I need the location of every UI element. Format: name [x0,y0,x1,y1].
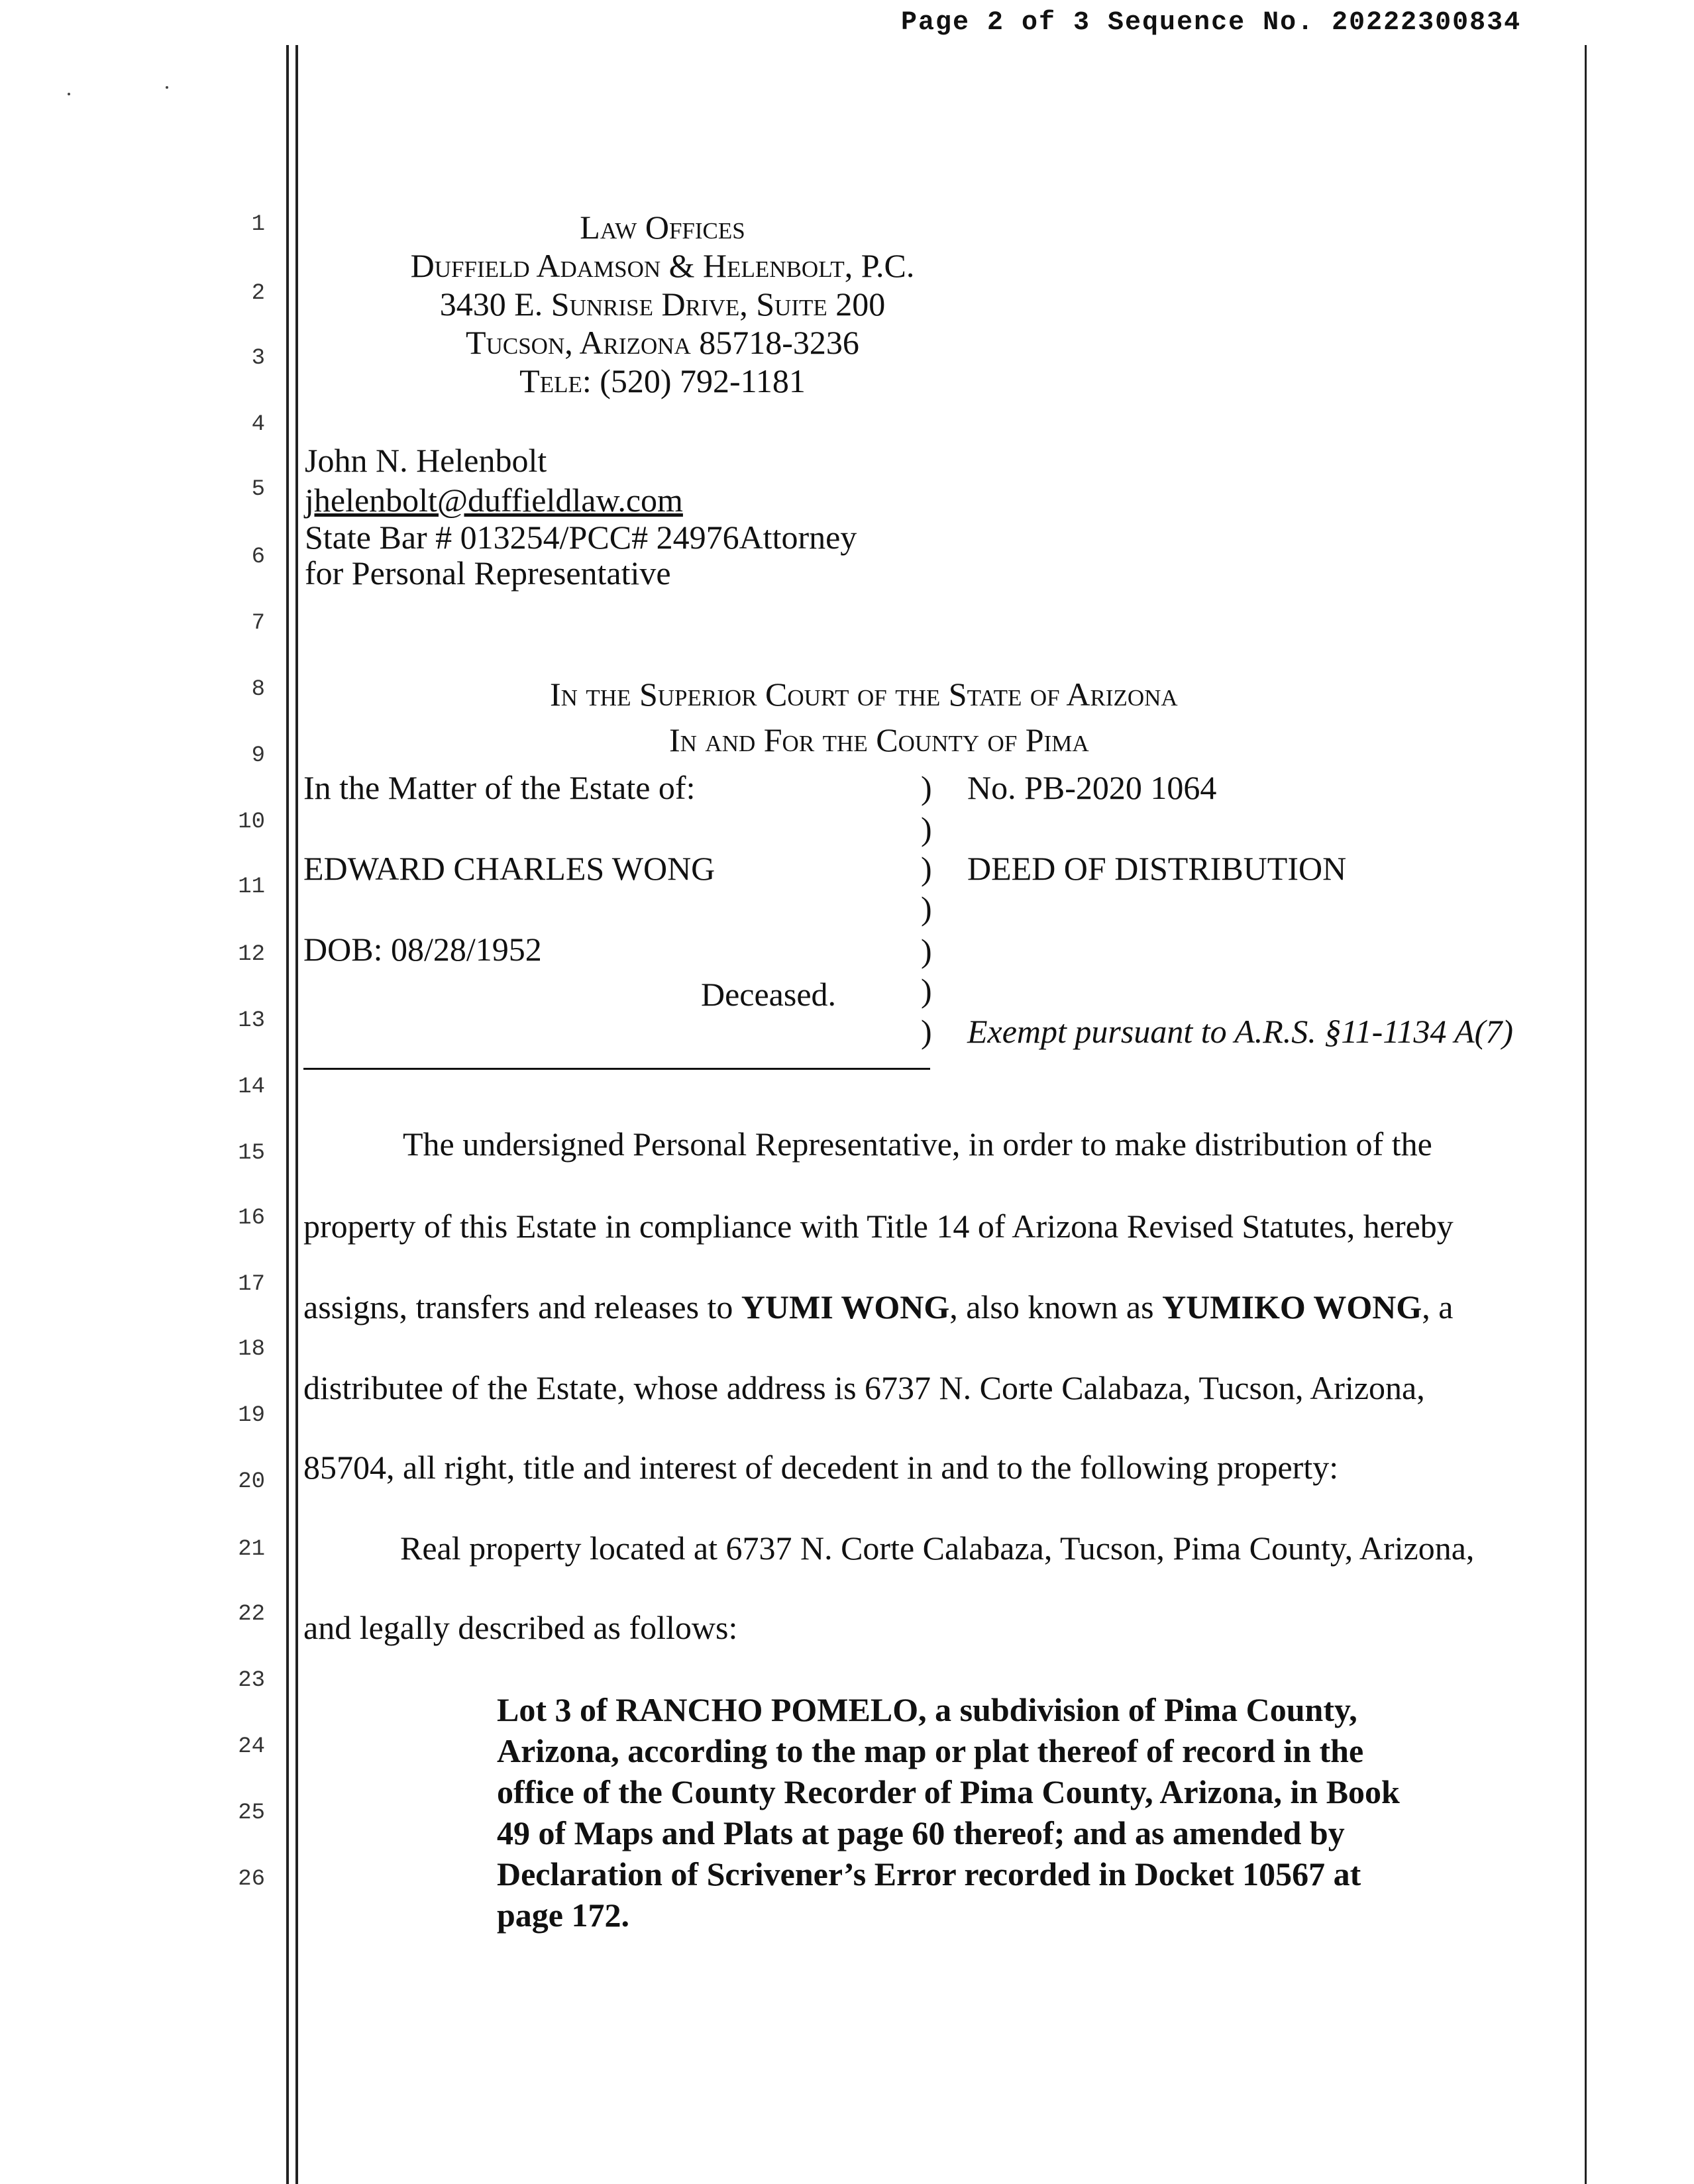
scan-speck [166,86,168,89]
scan-speck [68,93,70,95]
caption-paren: ) [921,932,932,969]
line-number: 25 [238,1800,265,1826]
legal-description-line: Lot 3 of RANCHO POMELO, a subdivision of Pima County, [497,1691,1357,1728]
attorney-email-link[interactable]: jhelenbolt@duffieldlaw.com [305,482,683,519]
line-number: 21 [238,1537,265,1562]
line-number: 16 [238,1206,265,1231]
line-number: 13 [238,1008,265,1033]
body-line: The undersigned Personal Representative, in order to make distribution of the [403,1125,1432,1163]
grantee-name: YUMI WONG [741,1288,950,1326]
body-line: distributee of the Estate, whose address is 6737 N. Corte Calabaza, Tucson, Arizona, [303,1369,1425,1406]
caption-decedent-name: EDWARD CHARLES WONG [303,850,715,887]
grantee-alias: YUMIKO WONG [1162,1288,1422,1326]
firm-name: Duffield Adamson & Helenbolt, P.C. [410,247,915,284]
caption-paren: ) [921,1013,932,1050]
line-number: 7 [251,611,265,636]
legal-description-line: office of the County Recorder of Pima County, Arizona, in Book [497,1773,1400,1810]
caption-matter: In the Matter of the Estate of: [303,769,696,806]
left-margin-rule [286,45,289,2184]
line-number: 8 [251,677,265,702]
exemption-note: Exempt pursuant to A.R.S. §11-1134 A(7) [967,1013,1513,1050]
caption-signature-rule [303,1068,930,1070]
firm-city: Tucson, Arizona 85718-3236 [466,324,859,361]
line-number: 26 [238,1867,265,1892]
court-line-1: In the Superior Court of the State of Arizona [550,676,1178,713]
line-number: 23 [238,1668,265,1693]
line-number: 5 [251,477,265,502]
caption-paren: ) [921,769,932,806]
line-number: 10 [238,809,265,835]
line-number: 24 [238,1734,265,1759]
line-number: 11 [238,874,265,900]
line-number: 19 [238,1403,265,1428]
document-title: DEED OF DISTRIBUTION [967,850,1347,887]
body-line: 85704, all right, title and interest of decedent in and to the following property: [303,1449,1339,1486]
line-number: 4 [251,412,265,437]
firm-phone: Tele: (520) 792-1181 [519,362,806,399]
legal-description-line: Declaration of Scrivener’s Error recorded in Docket 10567 at [497,1855,1361,1893]
body-text: assigns, transfers and releases to [303,1288,741,1326]
line-number: 2 [251,281,265,306]
body-line: and legally described as follows: [303,1609,738,1646]
attorney-bar-number: State Bar # 013254/PCC# 24976Attorney [305,519,857,556]
case-number: No. PB-2020 1064 [967,769,1217,806]
caption-deceased: Deceased. [701,976,837,1013]
line-number: 18 [238,1337,265,1362]
line-number: 12 [238,942,265,967]
line-number: 15 [238,1141,265,1166]
attorney-name: John N. Helenbolt [305,442,547,479]
body-text: , a [1422,1288,1454,1326]
court-line-2: In and For the County of Pima [669,721,1089,758]
body-line: property of this Estate in compliance with Title 14 of Arizona Revised Statutes, hereby [303,1208,1454,1245]
line-number: 20 [238,1469,265,1494]
attorney-block [305,440,857,591]
caption-paren: ) [921,972,932,1009]
line-number: 6 [251,545,265,570]
legal-description [497,1689,1491,1936]
right-margin-rule [1585,45,1587,2184]
attorney-role: for Personal Representative [305,554,671,592]
line-number: 22 [238,1602,265,1627]
caption-paren: ) [921,890,932,927]
firm-address: 3430 E. Sunrise Drive, Suite 200 [439,286,886,323]
body-text: , also known as [949,1288,1163,1326]
caption-paren: ) [921,850,932,887]
caption-paren: ) [921,810,932,847]
line-number: 1 [251,212,265,237]
firm-letterhead [298,208,1027,400]
body-line-grantee [303,1288,1453,1326]
line-number: 3 [251,346,265,371]
page-sequence-header: Page 2 of 3 Sequence No. 20222300834 [901,8,1522,38]
legal-description-line: page 172. [497,1897,629,1934]
line-number: 9 [251,743,265,768]
caption-dob: DOB: 08/28/1952 [303,931,542,968]
body-line: Real property located at 6737 N. Corte Calabaza, Tucson, Pima County, Arizona, [400,1530,1475,1567]
line-number: 14 [238,1074,265,1100]
legal-description-line: 49 of Maps and Plats at page 60 thereof; and as amended by [497,1814,1345,1851]
legal-description-line: Arizona, according to the map or plat thereof of record in the [497,1732,1364,1769]
firm-label: Law Offices [580,209,745,246]
line-number: 17 [238,1272,265,1297]
